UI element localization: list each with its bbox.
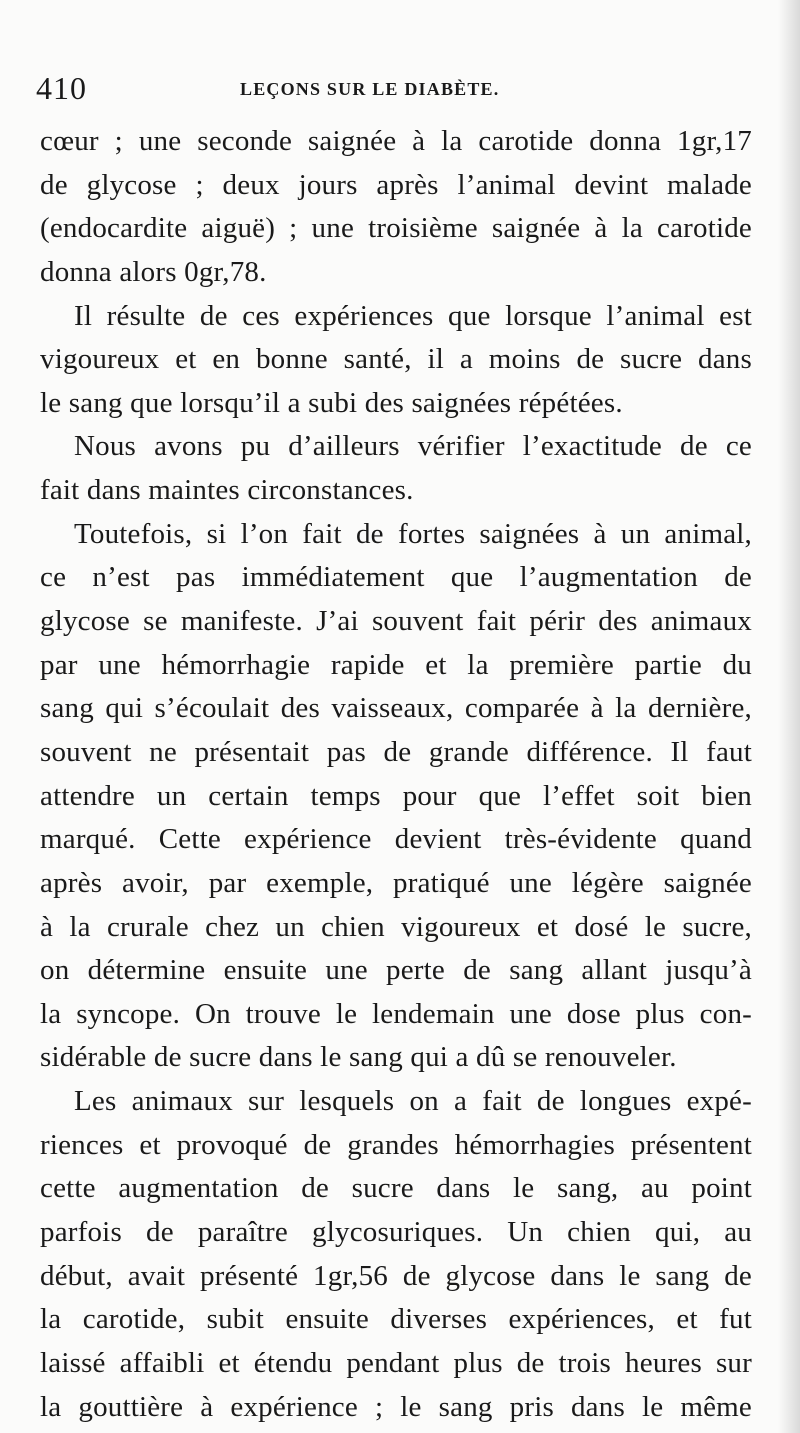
page-header [36, 66, 756, 110]
text-line: la gouttière à expérience ; le sang pris dans le même [40, 1390, 752, 1423]
text-line: à la crurale chez un chien vigoureux et dosé le sucre, [40, 910, 752, 943]
text-line: riences et provoqué de grandes hémorrhagies présentent [40, 1128, 752, 1161]
text-line: donna alors 0gr,78. [40, 255, 267, 288]
text-line: parfois de paraître glycosuriques. Un chien qui, au [40, 1216, 752, 1249]
text-line: cette augmentation de sucre dans le sang, au point [40, 1172, 752, 1205]
text-line: sidérable de sucre dans le sang qui a dû se renouveler. [40, 1041, 677, 1074]
text-line: fait dans maintes circonstances. [40, 474, 414, 507]
text-line: on détermine ensuite une perte de sang allant jusqu’à [40, 954, 752, 987]
text-line: cœur ; une seconde saignée à la carotide donna 1gr,17 [40, 125, 752, 157]
text-line: (endocardite aiguë) ; une troisième saignée à la carotide [40, 212, 752, 245]
body-text [40, 120, 752, 1429]
text-line: après avoir, par exemple, pratiqué une légère saignée [40, 866, 752, 899]
text-line: vigoureux et en bonne santé, il a moins de sucre dans [40, 343, 752, 376]
text-line: Les animaux sur lesquels on a fait de longues expé- [74, 1085, 752, 1118]
text-line: Il résulte de ces expériences que lorsque l’animal est [74, 299, 752, 332]
text-line: ce n’est pas immédiatement que l’augmentation de [40, 561, 752, 594]
text-line: la syncope. On trouve le lendemain une dose plus con- [40, 997, 752, 1030]
text-line: laissé affaibli et étendu pendant plus de trois heures sur [40, 1346, 752, 1379]
text-line: début, avait présenté 1gr,56 de glycose dans le sang de [40, 1259, 752, 1292]
text-line: le sang que lorsqu’il a subi des saignées répétées. [40, 386, 623, 419]
text-line: par une hémorrhagie rapide et la première partie du [40, 648, 752, 681]
text-line: la carotide, subit ensuite diverses expériences, et fut [40, 1303, 752, 1336]
text-line: attendre un certain temps pour que l’effet soit bien [40, 779, 752, 812]
text-line: Toutefois, si l’on fait de fortes saignées à un animal, [74, 517, 752, 550]
running-title: LEÇONS SUR LE DIABÈTE. [240, 79, 500, 99]
text-line: de glycose ; deux jours après l’animal devint malade [40, 168, 752, 201]
page-number: 410 [36, 70, 87, 106]
text-line: glycose se manifeste. J’ai souvent fait périr des animaux [40, 605, 752, 638]
text-line: marqué. Cette expérience devient très-évidente quand [40, 823, 752, 856]
page-edge-shadow [778, 0, 800, 1433]
text-line: sang qui s’écoulait des vaisseaux, comparée à la dernière, [40, 692, 752, 725]
text-line: Nous avons pu d’ailleurs vérifier l’exactitude de ce [74, 430, 752, 463]
text-line: souvent ne présentait pas de grande différence. Il faut [40, 735, 752, 768]
